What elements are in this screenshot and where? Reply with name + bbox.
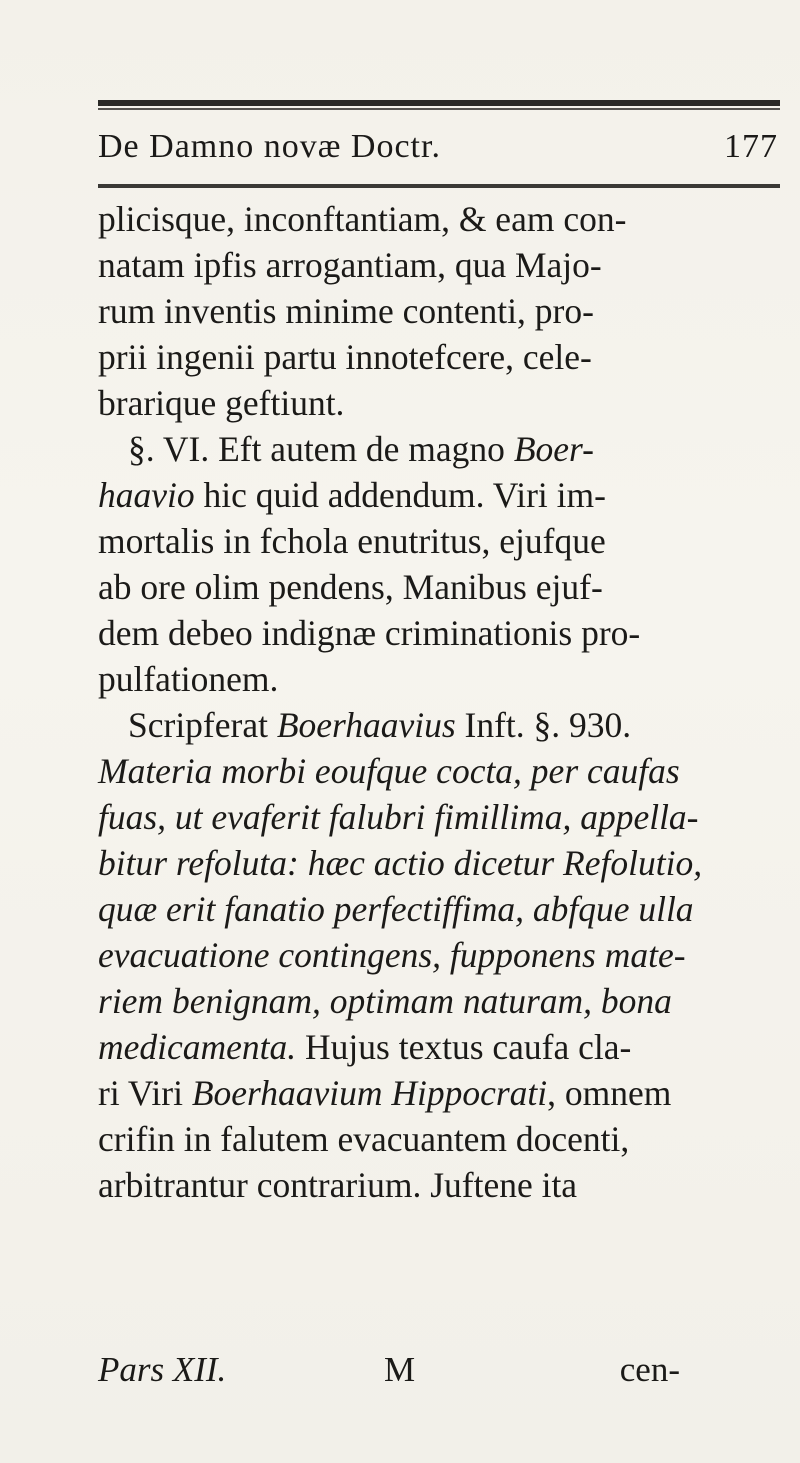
running-header bbox=[98, 128, 780, 178]
italic-run: medicamenta. bbox=[98, 1027, 297, 1067]
italic-run: Boerhaavius bbox=[276, 705, 456, 745]
quotation-line: fuas, ut evaferit falubri fimillima, appella- bbox=[98, 797, 699, 837]
text-run: , omnem bbox=[547, 1073, 672, 1113]
quotation-line: evacuatione contingens, fupponens mate- bbox=[98, 935, 686, 975]
text-run: Scripferat bbox=[128, 705, 277, 745]
text-line: ab ore olim pendens, Manibus ejuf- bbox=[98, 567, 603, 607]
text-run: Inft. §. 930. bbox=[455, 705, 632, 745]
text-line bbox=[98, 1070, 788, 1116]
running-title: De Damno novæ Doctr. bbox=[98, 128, 441, 165]
text-line: natam ipfis arrogantiam, qua Majo- bbox=[98, 245, 602, 285]
text-line bbox=[98, 1024, 788, 1070]
text-run: §. VI. Eft autem de magno bbox=[128, 429, 514, 469]
page-footer bbox=[98, 1350, 780, 1396]
text-line: brarique geftiunt. bbox=[98, 383, 345, 423]
quotation-line: bitur refoluta: hæc actio dicetur Refolutio, bbox=[98, 843, 703, 883]
text-line: mortalis in fchola enutritus, ejufque bbox=[98, 521, 606, 561]
gathering-signature: M bbox=[384, 1350, 416, 1389]
header-rule-thick bbox=[98, 100, 780, 106]
text-run: Hujus textus caufa cla- bbox=[296, 1027, 632, 1067]
text-run: hic quid addendum. Viri im- bbox=[194, 475, 606, 515]
text-line: prii ingenii partu innotefcere, cele- bbox=[98, 337, 592, 377]
text-line: plicisque, inconftantiam, & eam con- bbox=[98, 199, 627, 239]
volume-signature: Pars XII. bbox=[98, 1350, 227, 1389]
text-line bbox=[98, 702, 788, 748]
text-line: crifin in falutem evacuantem docenti, bbox=[98, 1119, 630, 1159]
text-line bbox=[98, 472, 788, 518]
italic-run: Boer- bbox=[513, 429, 594, 469]
page-number: 177 bbox=[724, 128, 778, 165]
text-line: dem debeo indignæ criminationis pro- bbox=[98, 613, 641, 653]
text-line bbox=[98, 426, 788, 472]
italic-run: haavio bbox=[98, 475, 195, 515]
header-rule-thin bbox=[98, 108, 780, 110]
text-line: pulfationem. bbox=[98, 659, 279, 699]
italic-run: Boerhaavium Hippocrati bbox=[191, 1073, 548, 1113]
quotation-line: quæ erit fanatio perfectiffima, abfque ulla bbox=[98, 889, 694, 929]
catchword: cen- bbox=[619, 1350, 680, 1389]
text-run: ri Viri bbox=[98, 1073, 192, 1113]
text-line: arbitrantur contrarium. Juftene ita bbox=[98, 1165, 578, 1205]
header-rule-bottom bbox=[98, 184, 780, 188]
quotation-line: Materia morbi eoufque cocta, per caufas bbox=[98, 751, 680, 791]
body-text bbox=[98, 196, 788, 1208]
text-line: rum inventis minime contenti, pro- bbox=[98, 291, 594, 331]
quotation-line: riem benignam, optimam naturam, bona bbox=[98, 981, 672, 1021]
